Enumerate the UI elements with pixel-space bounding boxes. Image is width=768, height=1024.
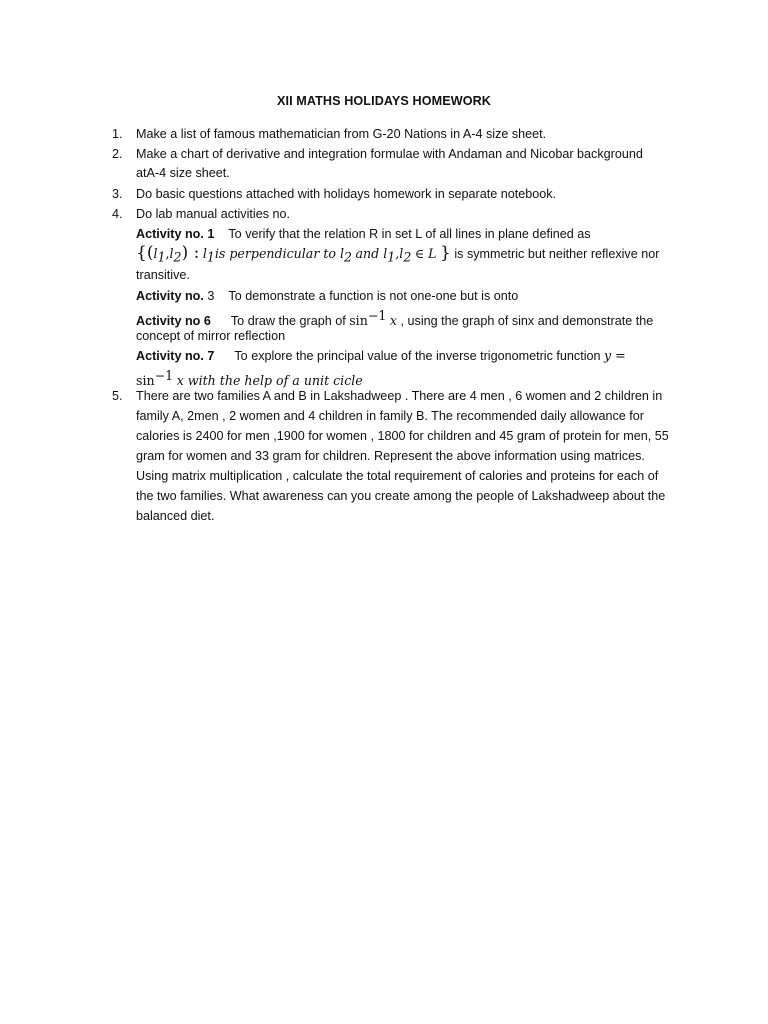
- set-sub1: 1: [157, 249, 166, 265]
- activity-3-line: [136, 288, 518, 304]
- activity-1-label: Activity no. 1: [136, 227, 215, 241]
- item-5-text-line-2: family A, 2men , 2 women and 4 children in family B. The recommended daily allowance for: [136, 409, 644, 423]
- activity-7-text: To explore the principal value of the inverse trigonometric function: [234, 349, 601, 363]
- item-5-text-line-6: the two families. What awareness can you create among the people of Lakshadweep about the: [136, 489, 666, 503]
- activity-7-sup: −1: [154, 368, 174, 383]
- item-5-text-line-4: gram for women and 33 gram for children. Represent the above information using matrices.: [136, 449, 645, 463]
- item-1-text: Make a list of famous mathematician from G-20 Nations in A-4 size sheet.: [136, 127, 547, 141]
- set-open: {(: [136, 243, 154, 263]
- activity-7-label: Activity no. 7: [136, 349, 215, 363]
- activity-1-set-line: [136, 245, 659, 266]
- item-2-text-line-2: atA-4 size sheet.: [136, 166, 230, 180]
- set-close: }: [440, 243, 451, 263]
- item-4-number: 4.: [112, 207, 123, 221]
- activity-6-x: x: [389, 313, 398, 329]
- set-comma: ,: [165, 246, 170, 261]
- activity-1-text-after: is symmetric but neither reflexive nor: [454, 247, 660, 261]
- page-title: XII MATHS HOLIDAYS HOMEWORK: [276, 94, 491, 108]
- activity-3-label: Activity no.: [136, 289, 204, 303]
- math-sub-c: 1: [387, 249, 396, 265]
- math-comma-l: ,l: [395, 246, 404, 261]
- activity-7-x-phrase: x with the help of a unit cicle: [176, 373, 363, 389]
- math-sub-a: 1: [206, 249, 215, 265]
- item-5-text-line-7: balanced diet.: [136, 509, 215, 523]
- item-5-number: 5.: [112, 389, 123, 403]
- activity-7-continuation: [136, 368, 363, 389]
- set-l2: l: [169, 246, 174, 261]
- activity-1-continuation: transitive.: [136, 268, 190, 282]
- activity-7-line: [136, 348, 626, 364]
- activity-1-line: [136, 226, 591, 242]
- math-sub-b: 2: [344, 249, 353, 265]
- activity-6-text-before: To draw the graph of: [230, 314, 346, 329]
- math-mid: is perpendicular to l: [214, 246, 345, 261]
- activity-7-sin: sin: [136, 373, 155, 389]
- item-5-text-line-3: calories is 2400 for men ,1900 for women , 1800 for children and 45 gram of protein for men, 55: [136, 429, 669, 443]
- activity-6-continuation: concept of mirror reflection: [136, 329, 286, 343]
- math-sub-d: 2: [403, 249, 412, 265]
- math-in: ∈ L: [414, 246, 437, 261]
- activity-3-text: To demonstrate a function is not one-one but is onto: [228, 289, 519, 303]
- item-3-text: Do basic questions attached with holidays homework in separate notebook.: [136, 187, 557, 201]
- item-5-text-line-5: Using matrix multiplication , calculate the total requirement of calories and proteins for each of: [136, 469, 659, 483]
- activity-6-line: [136, 308, 653, 329]
- item-1-number: 1.: [112, 127, 123, 141]
- item-4-text: Do lab manual activities no.: [136, 207, 291, 221]
- item-3-number: 3.: [112, 187, 123, 201]
- activity-6-label: Activity no 6: [136, 314, 211, 329]
- set-close-colon: ) :: [181, 243, 200, 263]
- math-and: and l: [355, 246, 388, 261]
- activity-6-sin: sin: [349, 313, 368, 329]
- set-l1: l: [153, 246, 158, 261]
- activity-7-y-eq: y =: [604, 348, 626, 363]
- activity-1-text: To verify that the relation R in set L of all lines in plane defined as: [228, 227, 591, 241]
- item-2-text-line-1: Make a chart of derivative and integration formulae with Andaman and Nicobar background: [136, 147, 643, 161]
- activity-3-number: 3: [207, 289, 215, 303]
- item-2-number: 2.: [112, 147, 123, 161]
- activity-6-sup: −1: [367, 308, 387, 323]
- activity-6-text-after: , using the graph of sinx and demonstrate the: [400, 314, 654, 329]
- math-l: l: [202, 246, 207, 261]
- set-sub2: 2: [173, 249, 182, 265]
- item-5-text-line-1: There are two families A and B in Lakshadweep . There are 4 men , 6 women and 2 children in: [136, 389, 663, 403]
